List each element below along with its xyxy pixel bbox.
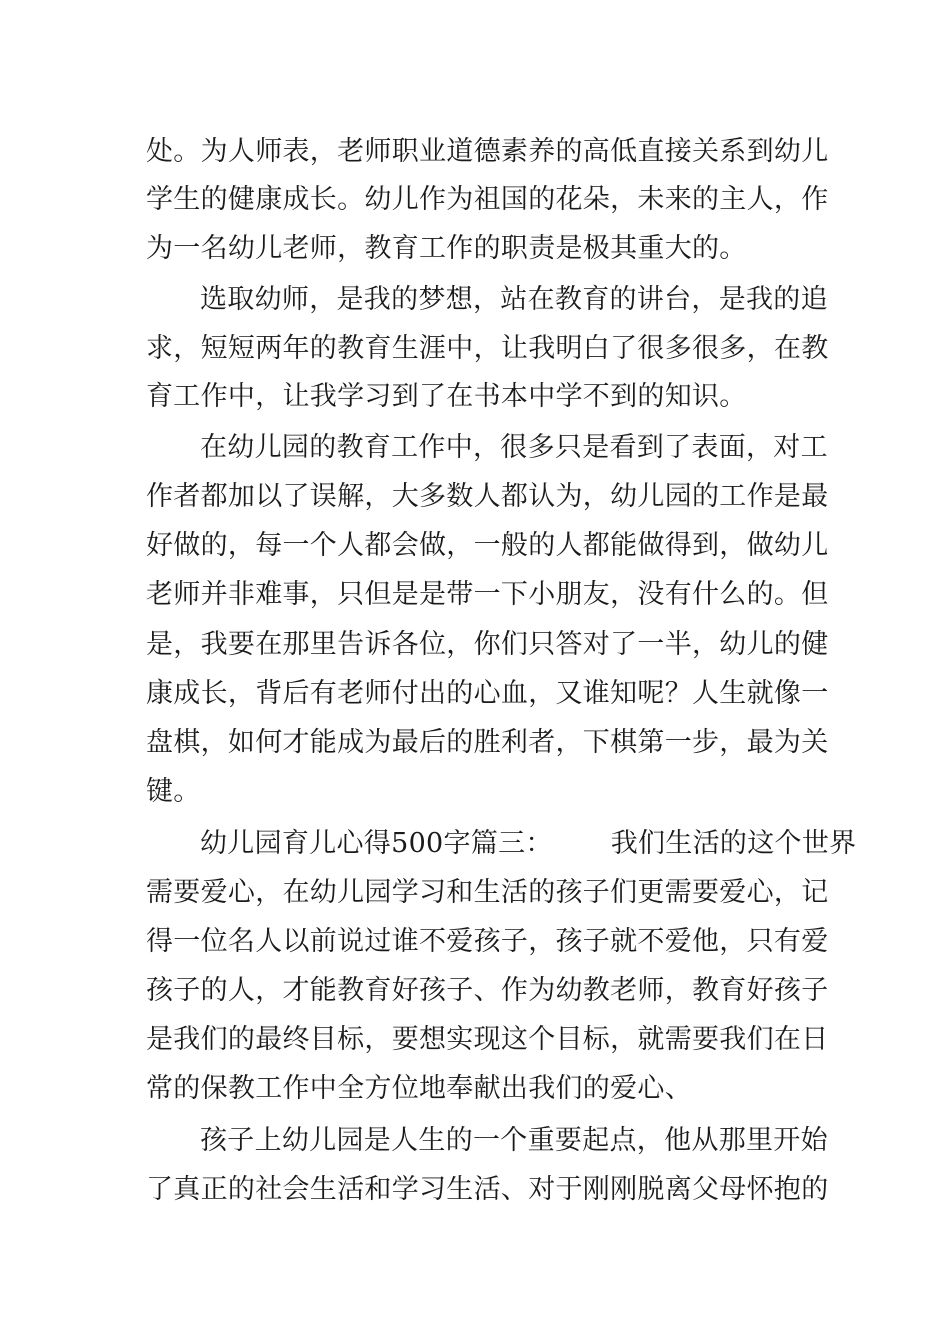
text-line: 常的保教工作中全方位地奉献出我们的爱心、	[146, 1073, 692, 1104]
text-line: 选取幼师，是我的梦想，站在教育的讲台，是我的追	[200, 284, 828, 315]
heading-tail-text: 我们生活的这个世界	[610, 828, 857, 859]
text-line: 好做的，每一个人都会做，一般的人都能做得到，做幼儿	[146, 530, 829, 561]
text-line: 求，短短两年的教育生涯中，让我明白了很多很多，在教	[146, 333, 829, 364]
text-line: 作者都加以了误解，大多数人都认为，幼儿园的工作是最	[146, 481, 829, 512]
text-line: 康成长，背后有老师付出的心血，又谁知呢？人生就像一	[146, 678, 829, 709]
text-line: 需要爱心，在幼儿园学习和生活的孩子们更需要爱心，记	[146, 877, 829, 908]
section-heading-line	[200, 829, 856, 859]
text-line: 在幼儿园的教育工作中，很多只是看到了表面，对工	[200, 432, 828, 463]
text-line: 了真正的社会生活和学习生活、对于刚刚脱离父母怀抱的	[146, 1174, 829, 1205]
text-line: 盘棋，如何才能成为最后的胜利者，下棋第一步，最为关	[146, 727, 829, 758]
text-line: 学生的健康成长。幼儿作为祖国的花朵，未来的主人，作	[146, 184, 829, 215]
text-line: 为一名幼儿老师，教育工作的职责是极其重大的。	[146, 233, 747, 264]
text-line: 处。为人师表，老师职业道德素养的高低直接关系到幼儿	[146, 136, 829, 167]
text-line: 孩子的人，才能教育好孩子、作为幼教老师，教育好孩子	[146, 975, 829, 1006]
text-line: 孩子上幼儿园是人生的一个重要起点，他从那里开始	[200, 1125, 828, 1156]
text-line: 育工作中，让我学习到了在书本中学不到的知识。	[146, 381, 747, 412]
text-line: 是我们的最终目标，要想实现这个目标，就需要我们在日	[146, 1024, 829, 1055]
section-heading: 幼儿园育儿心得500字篇三：	[200, 828, 553, 859]
text-line: 得一位名人以前说过谁不爱孩子，孩子就不爱他，只有爱	[146, 926, 829, 957]
text-line: 是，我要在那里告诉各位，你们只答对了一半，幼儿的健	[146, 629, 829, 660]
text-line: 老师并非难事，只但是是带一下小朋友，没有什么的。但	[146, 579, 829, 610]
text-line: 键。	[146, 776, 201, 807]
